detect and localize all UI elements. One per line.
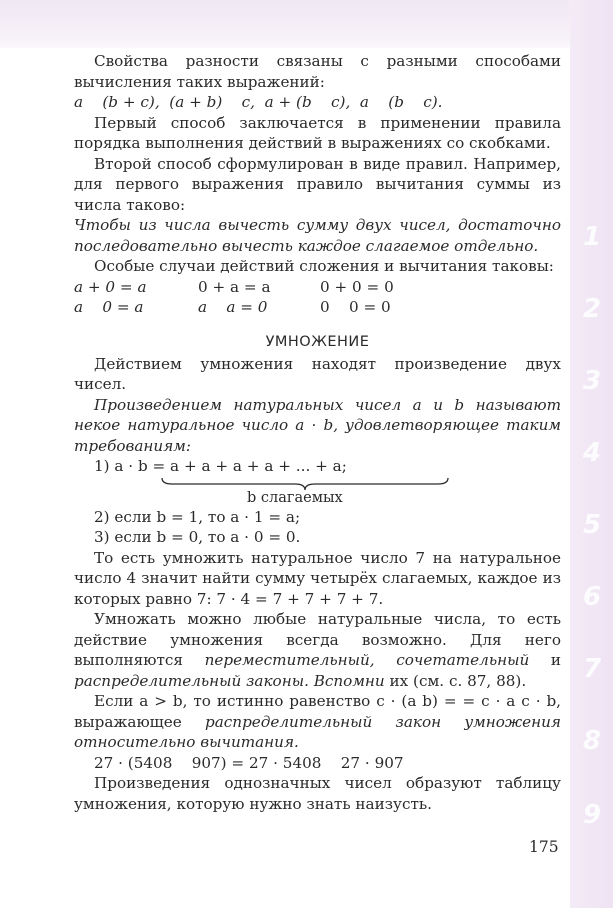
tab-number: 9 <box>582 800 602 830</box>
paragraph-distributive-law <box>74 691 561 753</box>
tab-number: 1 <box>582 222 602 252</box>
paragraph-difference-properties: Свойства разности связаны с разными способами вычисления таких выражений: <box>74 52 561 91</box>
formula: 0 + 0 = 0 <box>320 277 394 296</box>
paragraph-second-method: Второй способ сформулирован в виде правил. Например, для первого выражения правило вычитания суммы из числа таково: <box>74 154 561 214</box>
paragraph-multiplication-intro: Действием умножения находят произведение двух чисел. <box>74 354 561 393</box>
section-heading: УМНОЖЕНИЕ <box>265 333 370 350</box>
text-run-italic: распределительный закон умножения относительно вычитания. <box>74 712 561 751</box>
brace-annotation <box>74 477 561 507</box>
text-run-italic: распределительный законы. Вспомни <box>74 671 385 690</box>
example-27: 27 · (5408 907) = 27 · 5408 27 · 907 <box>94 753 404 772</box>
tab-number: 6 <box>582 582 602 612</box>
paragraph-first-method: Первый способ заключается в применении правила порядка выполнения действий в выражениях со скобками. <box>74 113 561 152</box>
text-run: и <box>529 651 561 669</box>
top-band <box>0 0 613 48</box>
requirement-2: 2) если b = 1, то a · 1 = a; <box>94 507 301 526</box>
formula: 0 + a = a <box>198 277 271 296</box>
tab-number: 8 <box>582 726 602 756</box>
tab-number: 5 <box>582 510 602 540</box>
paragraph-laws <box>74 609 561 691</box>
definition-product: Произведением натуральных чисел a и b называют некое натуральное число a · b, удовлетворяющее таким требованиям: <box>74 395 561 455</box>
paragraph-example-7x4: То есть умножить натуральное число 7 на натуральное число 4 значит найти сумму четырёх слагаемых, каждое из которых равно 7: 7 · 4 = 7 + 7 + 7 + 7. <box>74 548 561 608</box>
formula: a 0 = a <box>74 298 144 316</box>
tab-number: 7 <box>582 654 602 684</box>
text-run-italic: переместительный, сочетательный <box>204 651 530 669</box>
text-run: их (см. с. 87, 88). <box>384 671 527 690</box>
tab-number: 4 <box>582 438 602 468</box>
tab-number: 3 <box>582 366 602 396</box>
page-number: 175 <box>529 838 559 856</box>
requirement-1: 1) a · b = a + a + a + a + ... + a; <box>94 457 347 475</box>
formula: a a = 0 <box>198 298 268 316</box>
chapter-tab-strip <box>570 0 613 908</box>
brace-label: b слагаемых <box>247 489 343 506</box>
expressions-line: a (b + c), (a + b) c, a + (b c), a (b c). <box>74 93 443 111</box>
tab-number: 2 <box>582 294 602 324</box>
formula: a + 0 = a <box>74 277 147 296</box>
page-content <box>74 51 561 814</box>
special-cases-row <box>74 297 561 318</box>
paragraph-special-cases: Особые случаи действий сложения и вычитания таковы: <box>94 257 554 275</box>
special-cases-row <box>74 277 561 298</box>
formula: 0 0 = 0 <box>320 298 391 316</box>
text-run: Если a > b, то истинно равенство c · (a b) = = c · a c · b, выражающее <box>74 692 561 731</box>
rule-subtract-sum: Чтобы из числа вычесть сумму двух чисел, достаточно последовательно вычесть каждое слагаемое отдельно. <box>74 216 561 255</box>
paragraph-multiplication-table: Произведения однозначных чисел образуют таблицу умножения, которую нужно знать наизусть. <box>74 774 561 813</box>
text-run: Умножать можно любые натуральные числа, то есть действие умножения всегда возможно. Для него выполняются <box>74 610 561 669</box>
requirement-3: 3) если b = 0, то a · 0 = 0. <box>94 528 301 546</box>
